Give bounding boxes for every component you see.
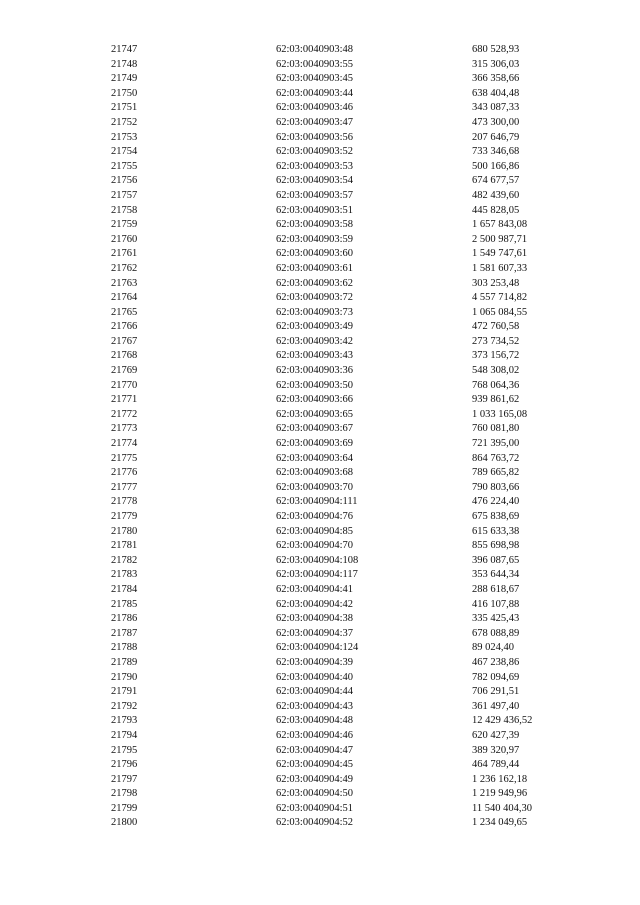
cadastral-value: 768 064,36 [472, 379, 520, 391]
table-row [0, 539, 640, 554]
table-row [0, 816, 640, 831]
table-row [0, 335, 640, 350]
cadastral-number: 62:03:0040904:42 [276, 598, 354, 610]
cadastral-number: 62:03:0040903:57 [276, 189, 354, 201]
cadastral-value: 473 300,00 [472, 116, 520, 128]
row-number: 21762 [111, 262, 138, 274]
cadastral-number: 62:03:0040904:48 [276, 715, 354, 727]
row-number: 21785 [111, 598, 138, 610]
cadastral-number: 62:03:0040903:58 [276, 219, 354, 231]
table-row [0, 729, 640, 744]
cadastral-number: 62:03:0040903:59 [276, 233, 354, 245]
table-row [0, 72, 640, 87]
cadastral-number: 62:03:0040903:73 [276, 306, 354, 318]
table-row [0, 160, 640, 175]
cadastral-number: 62:03:0040904:117 [276, 569, 358, 581]
cadastral-value: 1 033 165,08 [472, 408, 528, 420]
row-number: 21749 [111, 73, 138, 85]
row-number: 21752 [111, 116, 138, 128]
cadastral-value: 207 646,79 [472, 131, 520, 143]
table-row [0, 612, 640, 627]
cadastral-value: 1 236 162,18 [472, 773, 528, 785]
cadastral-value: 760 081,80 [472, 423, 520, 435]
row-number: 21768 [111, 350, 138, 362]
table-row [0, 802, 640, 817]
row-number: 21778 [111, 496, 138, 508]
table-row [0, 43, 640, 58]
cadastral-value: 1 657 843,08 [472, 219, 528, 231]
cadastral-value: 615 633,38 [472, 525, 520, 537]
row-number: 21765 [111, 306, 138, 318]
table-row [0, 233, 640, 248]
cadastral-value: 416 107,88 [472, 598, 520, 610]
cadastral-value: 464 789,44 [472, 759, 520, 771]
table-row [0, 422, 640, 437]
row-number: 21770 [111, 379, 138, 391]
row-number: 21783 [111, 569, 138, 581]
cadastral-value: 482 439,60 [472, 189, 520, 201]
cadastral-value: 315 306,03 [472, 58, 520, 70]
cadastral-number: 62:03:0040903:72 [276, 292, 354, 304]
cadastral-number: 62:03:0040904:44 [276, 686, 354, 698]
row-number: 21757 [111, 189, 138, 201]
row-number: 21796 [111, 759, 138, 771]
table-row [0, 510, 640, 525]
cadastral-number: 62:03:0040903:49 [276, 321, 354, 333]
row-number: 21775 [111, 452, 138, 464]
row-number: 21787 [111, 627, 138, 639]
cadastral-value: 675 838,69 [472, 511, 520, 522]
cadastral-value: 467 238,86 [472, 656, 520, 668]
table-row [0, 554, 640, 569]
table-row [0, 262, 640, 277]
cadastral-value: 674 677,57 [472, 175, 520, 187]
table-row [0, 656, 640, 671]
table-row [0, 700, 640, 715]
table-row [0, 452, 640, 467]
table-row [0, 379, 640, 394]
cadastral-number: 62:03:0040903:55 [276, 58, 354, 70]
cadastral-number: 62:03:0040903:43 [276, 350, 354, 362]
cadastral-number: 62:03:0040904:45 [276, 759, 354, 771]
row-number: 21790 [111, 671, 138, 683]
cadastral-value: 89 024,40 [472, 642, 514, 654]
cadastral-value: 373 156,72 [472, 350, 520, 362]
cadastral-number: 62:03:0040904:124 [276, 642, 359, 654]
table-row [0, 495, 640, 510]
table-row [0, 408, 640, 423]
table-row [0, 641, 640, 656]
cadastral-value: 789 665,82 [472, 467, 520, 479]
cadastral-value: 11 540 404,30 [472, 802, 532, 814]
table-row [0, 481, 640, 496]
cadastral-number: 62:03:0040904:39 [276, 656, 354, 668]
cadastral-value: 620 427,39 [472, 729, 520, 741]
row-number: 21784 [111, 583, 138, 595]
row-number: 21754 [111, 146, 138, 158]
table-row [0, 291, 640, 306]
cadastral-number: 62:03:0040903:53 [276, 160, 354, 172]
table-row [0, 437, 640, 452]
row-number: 21766 [111, 321, 138, 333]
table-row [0, 349, 640, 364]
cadastral-number: 62:03:0040903:62 [276, 277, 354, 289]
row-number: 21779 [111, 511, 138, 522]
cadastral-number: 62:03:0040904:43 [276, 700, 354, 712]
row-number: 21773 [111, 423, 138, 435]
cadastral-number: 62:03:0040904:50 [276, 788, 354, 800]
row-number: 21794 [111, 729, 138, 741]
row-number: 21771 [111, 394, 138, 406]
cadastral-value: 273 734,52 [472, 335, 520, 347]
cadastral-value: 638 404,48 [472, 87, 520, 99]
table-row [0, 671, 640, 686]
row-number: 21759 [111, 219, 138, 231]
cadastral-value: 288 618,67 [472, 583, 520, 595]
table-row [0, 583, 640, 598]
table-row [0, 277, 640, 292]
cadastral-value: 721 395,00 [472, 438, 520, 450]
table-row [0, 204, 640, 219]
cadastral-number: 62:03:0040904:85 [276, 525, 354, 537]
cadastral-value: 12 429 436,52 [472, 715, 533, 727]
cadastral-number: 62:03:0040903:46 [276, 102, 354, 114]
table-row [0, 320, 640, 335]
table-row [0, 466, 640, 481]
cadastral-number: 62:03:0040903:47 [276, 116, 354, 128]
row-number: 21747 [111, 44, 138, 55]
cadastral-value: 939 861,62 [472, 394, 520, 406]
row-number: 21789 [111, 656, 138, 668]
cadastral-value: 366 358,66 [472, 73, 520, 85]
cadastral-number: 62:03:0040903:60 [276, 248, 354, 260]
cadastral-value: 855 698,98 [472, 540, 520, 552]
cadastral-number: 62:03:0040903:42 [276, 335, 354, 347]
cadastral-number: 62:03:0040904:47 [276, 744, 354, 756]
row-number: 21795 [111, 744, 138, 756]
cadastral-value: 790 803,66 [472, 481, 520, 493]
table-row [0, 685, 640, 700]
table-row [0, 744, 640, 759]
cadastral-number: 62:03:0040903:50 [276, 379, 354, 391]
row-number: 21792 [111, 700, 138, 712]
cadastral-value: 353 644,34 [472, 569, 520, 581]
table-row [0, 787, 640, 802]
cadastral-number: 62:03:0040903:54 [276, 175, 354, 187]
table-row [0, 218, 640, 233]
cadastral-value: 548 308,02 [472, 365, 520, 377]
row-number: 21781 [111, 540, 138, 552]
row-number: 21791 [111, 686, 138, 698]
row-number: 21761 [111, 248, 138, 260]
row-number: 21756 [111, 175, 138, 187]
row-number: 21793 [111, 715, 138, 727]
cadastral-value: 733 346,68 [472, 146, 520, 158]
cadastral-number: 62:03:0040903:52 [276, 146, 354, 158]
table-row [0, 525, 640, 540]
cadastral-number: 62:03:0040903:51 [276, 204, 354, 216]
cadastral-value: 1 549 747,61 [472, 248, 528, 260]
cadastral-number: 62:03:0040904:40 [276, 671, 354, 683]
cadastral-number: 62:03:0040904:51 [276, 802, 354, 814]
row-number: 21798 [111, 788, 138, 800]
row-number: 21760 [111, 233, 138, 245]
table-row [0, 116, 640, 131]
table-row [0, 393, 640, 408]
data-table [0, 43, 640, 831]
table-row [0, 189, 640, 204]
cadastral-value: 343 087,33 [472, 102, 520, 114]
cadastral-value: 476 224,40 [472, 496, 520, 508]
cadastral-number: 62:03:0040903:65 [276, 408, 354, 420]
row-number: 21788 [111, 642, 138, 654]
table-row [0, 364, 640, 379]
cadastral-value: 864 763,72 [472, 452, 520, 464]
cadastral-number: 62:03:0040903:45 [276, 73, 354, 85]
cadastral-value: 361 497,40 [472, 700, 520, 712]
row-number: 21764 [111, 292, 138, 304]
table-row [0, 306, 640, 321]
cadastral-value: 4 557 714,82 [472, 292, 528, 304]
cadastral-value: 678 088,89 [472, 627, 520, 639]
cadastral-number: 62:03:0040903:61 [276, 262, 354, 274]
row-number: 21767 [111, 335, 138, 347]
table-row [0, 247, 640, 262]
row-number: 21772 [111, 408, 138, 420]
table-row [0, 145, 640, 160]
cadastral-number: 62:03:0040903:36 [276, 365, 354, 377]
row-number: 21776 [111, 467, 138, 479]
cadastral-value: 1 234 049,65 [472, 817, 528, 829]
table-row [0, 758, 640, 773]
cadastral-number: 62:03:0040904:41 [276, 583, 354, 595]
table-row [0, 627, 640, 642]
cadastral-number: 62:03:0040903:70 [276, 481, 354, 493]
cadastral-value: 1 219 949,96 [472, 788, 528, 800]
row-number: 21750 [111, 87, 138, 99]
row-number: 21800 [111, 817, 138, 829]
cadastral-number: 62:03:0040904:37 [276, 627, 354, 639]
cadastral-value: 1 581 607,33 [472, 262, 528, 274]
table-row [0, 714, 640, 729]
row-number: 21755 [111, 160, 138, 172]
cadastral-value: 782 094,69 [472, 671, 520, 683]
row-number: 21758 [111, 204, 138, 216]
table-row [0, 568, 640, 583]
cadastral-value: 389 320,97 [472, 744, 520, 756]
table-row [0, 101, 640, 116]
cadastral-number: 62:03:0040903:67 [276, 423, 354, 435]
cadastral-value: 1 065 084,55 [472, 306, 528, 318]
row-number: 21769 [111, 365, 138, 377]
row-number: 21774 [111, 438, 138, 450]
cadastral-number: 62:03:0040904:70 [276, 540, 354, 552]
cadastral-value: 396 087,65 [472, 554, 520, 566]
cadastral-value: 2 500 987,71 [472, 233, 528, 245]
table-row [0, 773, 640, 788]
row-number: 21777 [111, 481, 138, 493]
cadastral-number: 62:03:0040904:38 [276, 613, 354, 625]
table-row [0, 174, 640, 189]
row-number: 21748 [111, 58, 138, 70]
cadastral-value: 335 425,43 [472, 613, 520, 625]
cadastral-value: 500 166,86 [472, 160, 520, 172]
row-number: 21782 [111, 554, 138, 566]
table-row [0, 58, 640, 73]
table-row [0, 87, 640, 102]
cadastral-value: 706 291,51 [472, 686, 520, 698]
row-number: 21763 [111, 277, 138, 289]
cadastral-number: 62:03:0040903:64 [276, 452, 354, 464]
cadastral-number: 62:03:0040903:68 [276, 467, 354, 479]
cadastral-value: 445 828,05 [472, 204, 520, 216]
cadastral-number: 62:03:0040904:111 [276, 496, 358, 508]
cadastral-number: 62:03:0040904:52 [276, 817, 354, 829]
row-number: 21797 [111, 773, 138, 785]
cadastral-number: 62:03:0040903:56 [276, 131, 354, 143]
cadastral-number: 62:03:0040904:108 [276, 554, 359, 566]
cadastral-number: 62:03:0040903:44 [276, 87, 354, 99]
cadastral-value: 472 760,58 [472, 321, 520, 333]
table-row [0, 131, 640, 146]
cadastral-number: 62:03:0040904:46 [276, 729, 354, 741]
cadastral-number: 62:03:0040903:66 [276, 394, 354, 406]
cadastral-number: 62:03:0040903:69 [276, 438, 354, 450]
row-number: 21780 [111, 525, 138, 537]
row-number: 21786 [111, 613, 138, 625]
row-number: 21799 [111, 802, 138, 814]
cadastral-value: 680 528,93 [472, 44, 520, 55]
cadastral-value: 303 253,48 [472, 277, 520, 289]
row-number: 21753 [111, 131, 138, 143]
cadastral-number: 62:03:0040904:76 [276, 511, 354, 522]
row-number: 21751 [111, 102, 138, 114]
cadastral-number: 62:03:0040903:48 [276, 44, 354, 55]
cadastral-number: 62:03:0040904:49 [276, 773, 354, 785]
table-row [0, 598, 640, 613]
